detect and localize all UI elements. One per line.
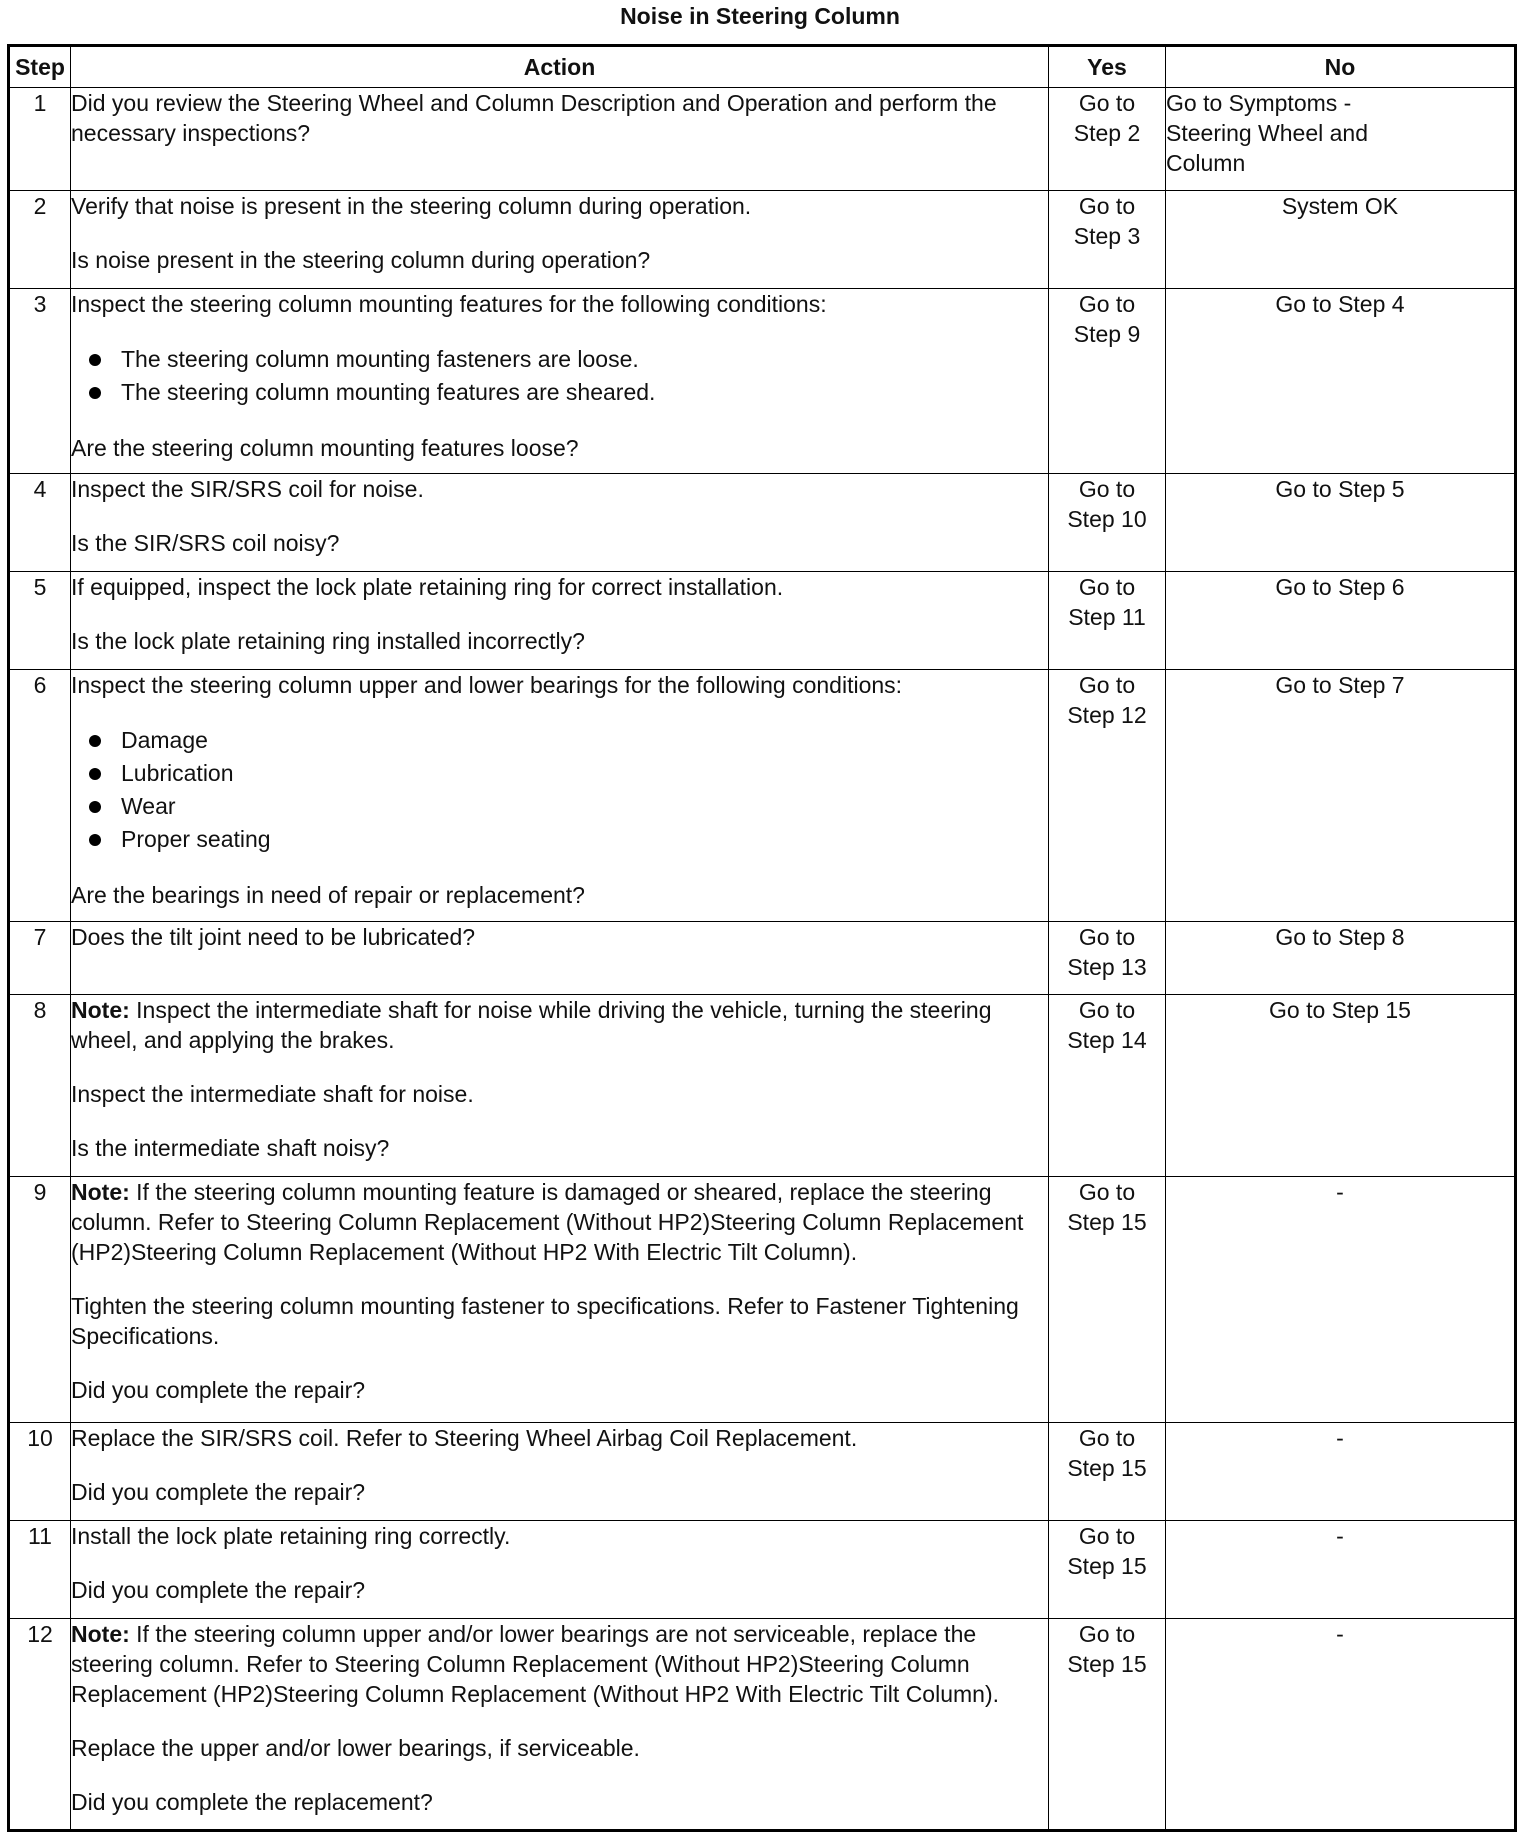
- step-number: 1: [9, 88, 71, 191]
- yes-text: Step 11: [1068, 604, 1146, 630]
- action-line: If equipped, inspect the lock plate retaining ring for correct installation.: [71, 574, 784, 600]
- no-text: Go to Step 15: [1269, 997, 1411, 1023]
- action-line: Inspect the steering column upper and lower bearings for the following conditions:: [71, 672, 903, 698]
- no-text: Go to Symptoms -: [1166, 90, 1352, 116]
- action-line: Is noise present in the steering column during operation?: [71, 247, 651, 273]
- action-line: Is the lock plate retaining ring installed incorrectly?: [71, 628, 585, 654]
- no-cell: [1166, 1521, 1516, 1619]
- yes-cell: [1049, 1521, 1166, 1619]
- paragraph-gap: [71, 221, 1048, 245]
- step-number: 6: [9, 670, 71, 922]
- action-text: Inspect the intermediate shaft for noise while driving the vehicle, turning the steering: [136, 997, 992, 1023]
- yes-text: Go to: [1078, 672, 1136, 698]
- table-row: [9, 1619, 1516, 1831]
- action-line: Is the intermediate shaft noisy?: [71, 1135, 390, 1161]
- no-cell: [1166, 191, 1516, 289]
- paragraph-gap: [71, 409, 1048, 433]
- action-cell: [71, 1619, 1049, 1831]
- table-row: [9, 922, 1516, 995]
- action-line: [71, 995, 1048, 1025]
- bullet-item: [89, 790, 1048, 823]
- yes-text: Step 3: [1073, 223, 1141, 249]
- table-row: [9, 191, 1516, 289]
- no-text: Column: [1166, 150, 1246, 176]
- no-text: Go to Step 7: [1275, 672, 1405, 698]
- bullet-icon: [89, 354, 101, 366]
- yes-text: Step 15: [1067, 1455, 1147, 1481]
- bullet-item: [89, 823, 1048, 856]
- bullet-item: [89, 343, 1048, 376]
- bullet-text: Wear: [121, 793, 176, 819]
- yes-text: Go to: [1078, 1425, 1136, 1451]
- bullet-icon: [89, 801, 101, 813]
- yes-cell: [1049, 995, 1166, 1177]
- action-line: necessary inspections?: [71, 120, 311, 146]
- no-cell: [1166, 995, 1516, 1177]
- action-line: Replacement (HP2)Steering Column Replacement (Without HP2 With Electric Tilt Column).: [71, 1681, 999, 1707]
- action-line: [71, 1177, 1048, 1207]
- page-title: Noise in Steering Column: [620, 3, 900, 29]
- yes-text: Step 15: [1067, 1553, 1147, 1579]
- table-row: [9, 88, 1516, 191]
- bullet-icon: [89, 768, 101, 780]
- table-row: [9, 670, 1516, 922]
- bullet-icon: [89, 387, 101, 399]
- yes-cell: [1049, 289, 1166, 474]
- paragraph-gap: [71, 1763, 1048, 1787]
- no-text: System OK: [1281, 193, 1399, 219]
- action-line: Inspect the SIR/SRS coil for noise.: [71, 476, 424, 502]
- paragraph-gap: [71, 1351, 1048, 1375]
- no-text: Go to Step 6: [1275, 574, 1405, 600]
- no-text: -: [1336, 1523, 1344, 1549]
- yes-text: Step 12: [1067, 702, 1147, 728]
- action-cell: [71, 191, 1049, 289]
- diagnostic-table: [7, 44, 1517, 1832]
- action-line: Does the tilt joint need to be lubricated?: [71, 924, 476, 950]
- action-cell: [71, 670, 1049, 922]
- yes-text: Step 14: [1067, 1027, 1147, 1053]
- step-number: 4: [9, 474, 71, 572]
- no-cell: [1166, 1423, 1516, 1521]
- header-no: No: [1166, 46, 1516, 88]
- table-row: [9, 1177, 1516, 1423]
- yes-text: Go to: [1078, 193, 1136, 219]
- action-line: Install the lock plate retaining ring correctly.: [71, 1523, 511, 1549]
- bullet-text: The steering column mounting features are sheared.: [121, 379, 656, 405]
- paragraph-gap: [71, 856, 1048, 880]
- table-row: [9, 474, 1516, 572]
- yes-text: Go to: [1078, 924, 1136, 950]
- action-line: [71, 1619, 1048, 1649]
- yes-cell: [1049, 1619, 1166, 1831]
- header-yes: Yes: [1049, 46, 1166, 88]
- no-cell: [1166, 1177, 1516, 1423]
- action-line: Did you complete the repair?: [71, 1577, 366, 1603]
- action-line: Specifications.: [71, 1323, 220, 1349]
- action-cell: [71, 88, 1049, 191]
- bullet-item: [89, 376, 1048, 409]
- table-row: [9, 572, 1516, 670]
- yes-cell: [1049, 670, 1166, 922]
- action-line: steering column. Refer to Steering Column Replacement (Without HP2)Steering Column: [71, 1651, 970, 1677]
- action-cell: [71, 572, 1049, 670]
- yes-text: Go to: [1078, 291, 1136, 317]
- yes-cell: [1049, 191, 1166, 289]
- action-line: Replace the upper and/or lower bearings, if serviceable.: [71, 1735, 640, 1761]
- no-text: Go to Step 5: [1275, 476, 1405, 502]
- no-cell: [1166, 670, 1516, 922]
- table-row: [9, 289, 1516, 474]
- action-cell: [71, 1521, 1049, 1619]
- step-number: 2: [9, 191, 71, 289]
- no-text: Go to Step 4: [1275, 291, 1405, 317]
- yes-text: Go to: [1078, 574, 1136, 600]
- yes-text: Step 15: [1067, 1209, 1147, 1235]
- bullet-text: Lubrication: [121, 760, 234, 786]
- action-line: Tighten the steering column mounting fastener to specifications. Refer to Fastener Tightening: [71, 1293, 1019, 1319]
- action-line: Replace the SIR/SRS coil. Refer to Steering Wheel Airbag Coil Replacement.: [71, 1425, 858, 1451]
- paragraph-gap: [71, 1267, 1048, 1291]
- action-cell: [71, 995, 1049, 1177]
- step-number: 12: [9, 1619, 71, 1831]
- bullet-icon: [89, 735, 101, 747]
- header-step: Step: [9, 46, 71, 88]
- action-line: (HP2)Steering Column Replacement (Without HP2 With Electric Tilt Column).: [71, 1239, 858, 1265]
- action-line: Inspect the steering column mounting features for the following conditions:: [71, 291, 827, 317]
- yes-cell: [1049, 88, 1166, 191]
- paragraph-gap: [71, 1709, 1048, 1733]
- no-cell: [1166, 289, 1516, 474]
- bullet-list: [71, 724, 1048, 856]
- bullet-text: Proper seating: [121, 826, 271, 852]
- action-line: Did you complete the replacement?: [71, 1789, 433, 1815]
- paragraph-gap: [71, 700, 1048, 724]
- yes-cell: [1049, 572, 1166, 670]
- step-number: 5: [9, 572, 71, 670]
- yes-text: Step 13: [1067, 954, 1147, 980]
- paragraph-gap: [71, 1109, 1048, 1133]
- yes-text: Go to: [1078, 476, 1136, 502]
- paragraph-gap: [71, 504, 1048, 528]
- step-number: 11: [9, 1521, 71, 1619]
- no-text: Steering Wheel and: [1166, 120, 1369, 146]
- step-number: 9: [9, 1177, 71, 1423]
- action-text: If the steering column upper and/or lower bearings are not serviceable, replace the: [136, 1621, 977, 1647]
- action-cell: [71, 1423, 1049, 1521]
- action-line: wheel, and applying the brakes.: [71, 1027, 395, 1053]
- yes-cell: [1049, 922, 1166, 995]
- table-row: [9, 1423, 1516, 1521]
- yes-text: Step 15: [1067, 1651, 1147, 1677]
- action-cell: [71, 289, 1049, 474]
- action-cell: [71, 474, 1049, 572]
- yes-text: Go to: [1078, 1621, 1136, 1647]
- no-text: -: [1336, 1179, 1344, 1205]
- no-cell: [1166, 88, 1516, 191]
- action-line: Did you complete the repair?: [71, 1479, 366, 1505]
- yes-text: Go to: [1078, 1523, 1136, 1549]
- note-label: Note:: [71, 997, 130, 1023]
- yes-text: Go to: [1078, 1179, 1136, 1205]
- note-label: Note:: [71, 1179, 130, 1205]
- header-row: [9, 46, 1516, 88]
- bullet-item: [89, 757, 1048, 790]
- no-text: -: [1336, 1425, 1344, 1451]
- header-action: Action: [71, 46, 1049, 88]
- bullet-list: [71, 343, 1048, 409]
- yes-cell: [1049, 474, 1166, 572]
- action-cell: [71, 1177, 1049, 1423]
- no-cell: [1166, 1619, 1516, 1831]
- yes-text: Step 10: [1067, 506, 1147, 532]
- step-number: 3: [9, 289, 71, 474]
- yes-text: Go to: [1078, 997, 1136, 1023]
- bullet-icon: [89, 834, 101, 846]
- action-line: Is the SIR/SRS coil noisy?: [71, 530, 340, 556]
- step-number: 7: [9, 922, 71, 995]
- bullet-text: Damage: [121, 727, 208, 753]
- bullet-text: The steering column mounting fasteners are loose.: [121, 346, 639, 372]
- paragraph-gap: [71, 1055, 1048, 1079]
- table-row: [9, 1521, 1516, 1619]
- yes-text: Step 9: [1073, 321, 1141, 347]
- action-line: Did you complete the repair?: [71, 1377, 366, 1403]
- no-cell: [1166, 572, 1516, 670]
- note-label: Note:: [71, 1621, 130, 1647]
- paragraph-gap: [71, 319, 1048, 343]
- paragraph-gap: [71, 1551, 1048, 1575]
- no-text: Go to Step 8: [1275, 924, 1405, 950]
- step-number: 10: [9, 1423, 71, 1521]
- paragraph-gap: [71, 602, 1048, 626]
- no-cell: [1166, 474, 1516, 572]
- yes-text: Go to: [1078, 90, 1136, 116]
- yes-cell: [1049, 1423, 1166, 1521]
- action-text: If the steering column mounting feature is damaged or sheared, replace the steering: [136, 1179, 992, 1205]
- action-line: Verify that noise is present in the steering column during operation.: [71, 193, 752, 219]
- yes-text: Step 2: [1073, 120, 1141, 146]
- bullet-item: [89, 724, 1048, 757]
- table-row: [9, 995, 1516, 1177]
- action-cell: [71, 922, 1049, 995]
- no-text: -: [1336, 1621, 1344, 1647]
- action-line: Did you review the Steering Wheel and Column Description and Operation and perform the: [71, 90, 997, 116]
- action-line: Inspect the intermediate shaft for noise.: [71, 1081, 474, 1107]
- action-line: Are the steering column mounting features loose?: [71, 435, 579, 461]
- action-line: column. Refer to Steering Column Replacement (Without HP2)Steering Column Replacement: [71, 1209, 1024, 1235]
- paragraph-gap: [71, 1453, 1048, 1477]
- no-cell: [1166, 922, 1516, 995]
- step-number: 8: [9, 995, 71, 1177]
- yes-cell: [1049, 1177, 1166, 1423]
- action-line: Are the bearings in need of repair or replacement?: [71, 882, 585, 908]
